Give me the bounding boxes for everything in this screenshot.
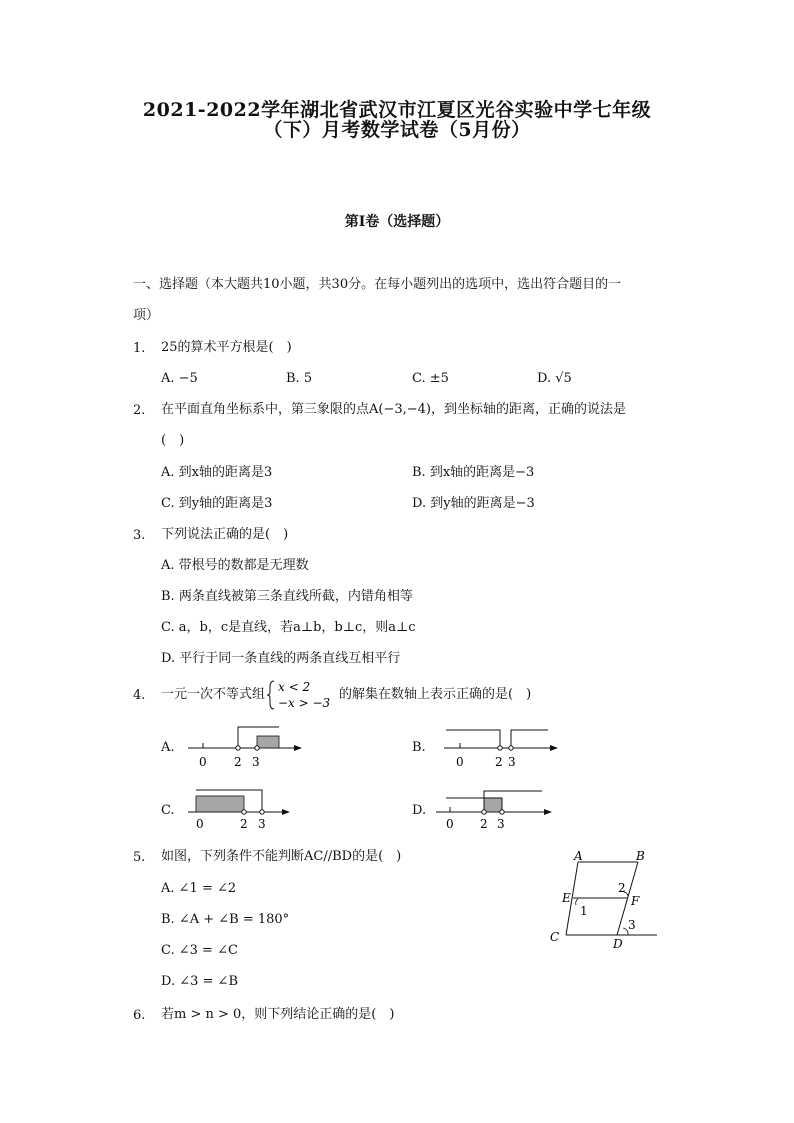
option-a: A. −5 xyxy=(161,371,198,386)
option-b: B. 5 xyxy=(286,371,313,386)
question-stem-continued: ( ) xyxy=(161,433,185,448)
numberline-d xyxy=(432,786,562,836)
tick-label-2: 2 xyxy=(495,755,503,769)
point-c-label: C xyxy=(550,930,560,944)
tick-label-0: 0 xyxy=(199,755,207,769)
tick-label-2: 2 xyxy=(480,817,488,831)
exam-title-line1: 2021-2022学年湖北省武汉市江夏区光谷实验中学七年级 xyxy=(142,99,652,121)
tick-label-3: 3 xyxy=(258,817,266,831)
point-f-label: F xyxy=(631,894,640,908)
arrow-icon xyxy=(550,745,558,751)
option-b: B. 到x轴的距离是−3 xyxy=(412,465,535,480)
option-b: B. 两条直线被第三条直线所截，内错角相等 xyxy=(161,589,413,604)
angle-3-label: 3 xyxy=(628,918,636,932)
tick-label-0: 0 xyxy=(456,755,464,769)
question-number: 2. xyxy=(133,403,146,418)
question-stem: 在平面直角坐标系中，第三象限的点A(−3,−4)，到坐标轴的距离，正确的说法是 xyxy=(161,402,626,417)
option-d: D. xyxy=(412,803,427,818)
point-d-label: D xyxy=(613,937,623,951)
option-a: A. 到x轴的距离是3 xyxy=(161,465,273,480)
option-d: D. 平行于同一条直线的两条直线互相平行 xyxy=(161,651,401,666)
geometry-figure xyxy=(540,848,665,956)
question-stem-suffix: 的解集在数轴上表示正确的是( ) xyxy=(339,687,532,702)
question-stem: 如图，下列条件不能判断AC//BD的是( ) xyxy=(161,849,402,864)
question-number: 6. xyxy=(133,1008,146,1023)
question-stem: 下列说法正确的是( ) xyxy=(161,527,289,542)
arrow-icon xyxy=(544,809,552,815)
option-a: A. xyxy=(161,740,175,755)
instructions-line1: 一、选择题（本大题共10小题，共30分。在每小题列出的选项中，选出符合题目的一 xyxy=(133,277,622,292)
tick-label-3: 3 xyxy=(252,755,260,769)
question-stem-prefix: 一元一次不等式组 xyxy=(161,687,266,702)
question-number: 4. xyxy=(133,688,146,703)
option-b: B. ∠A + ∠B = 180° xyxy=(161,912,290,927)
inequality-system xyxy=(266,678,344,712)
option-d: D. ∠3 = ∠B xyxy=(161,974,238,989)
option-a: A. 带根号的数都是无理数 xyxy=(161,558,309,573)
question-number: 3. xyxy=(133,528,146,543)
option-b: B. xyxy=(412,740,426,755)
arrow-icon xyxy=(294,745,302,751)
point-b-label: B xyxy=(636,849,645,863)
question-number: 1. xyxy=(133,341,146,356)
angle-1-label: 1 xyxy=(580,904,588,918)
tick-label-3: 3 xyxy=(497,817,505,831)
option-d: D. √5 xyxy=(537,371,572,386)
tick-label-2: 2 xyxy=(234,755,242,769)
option-c: C. 到y轴的距离是3 xyxy=(161,496,273,511)
option-c: C. ∠3 = ∠C xyxy=(161,943,238,958)
question-stem: 若m > n > 0，则下列结论正确的是( ) xyxy=(161,1007,395,1022)
question-stem: 25的算术平方根是( ) xyxy=(161,340,292,355)
tick-label-3: 3 xyxy=(508,755,516,769)
tick-label-0: 0 xyxy=(446,817,454,831)
numberline-c xyxy=(180,786,300,836)
option-c: C. ±5 xyxy=(412,371,449,386)
arrow-icon xyxy=(282,809,290,815)
angle-2-label: 2 xyxy=(618,881,626,895)
option-a: A. ∠1 = ∠2 xyxy=(161,881,237,896)
tick-label-2: 2 xyxy=(240,817,248,831)
instructions-line2: 项） xyxy=(133,308,160,323)
tick-label-0: 0 xyxy=(196,817,204,831)
option-d: D. 到y轴的距离是−3 xyxy=(412,496,535,511)
numberline-b xyxy=(438,722,568,772)
system-bottom: −x > −3 xyxy=(278,696,331,710)
exam-title-line2: （下）月考数学试卷（5月份） xyxy=(263,119,531,141)
question-number: 5. xyxy=(133,850,146,865)
brace-icon xyxy=(267,681,274,709)
section-title: 第I卷（选择题） xyxy=(344,214,450,230)
system-top: x < 2 xyxy=(278,680,311,694)
point-a-label: A xyxy=(574,849,583,863)
point-e-label: E xyxy=(562,891,571,905)
option-c: C. a，b，c是直线，若a⊥b，b⊥c，则a⊥c xyxy=(161,620,416,635)
option-c: C. xyxy=(161,803,175,818)
numberline-a xyxy=(180,722,310,772)
